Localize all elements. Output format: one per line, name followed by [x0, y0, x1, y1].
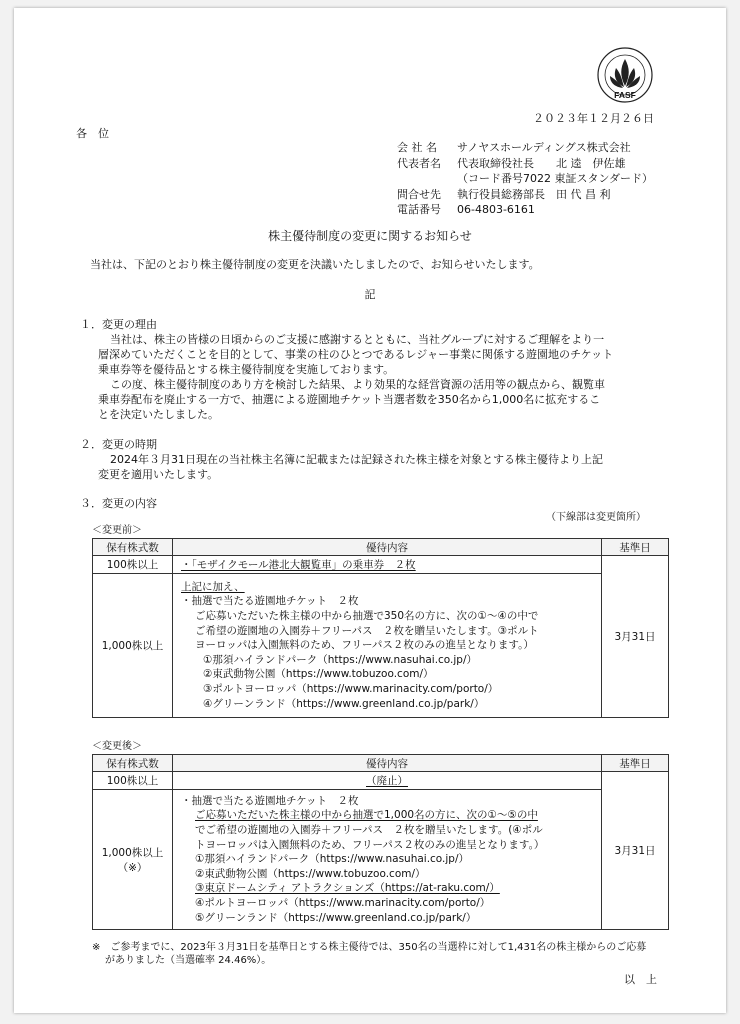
- section-timing: [80, 437, 603, 482]
- section1-heading: １．変更の理由: [80, 318, 157, 331]
- section2-l2: 変更を適用いたします。: [98, 468, 219, 481]
- document-page: [14, 8, 726, 1013]
- col-date-after: 基準日: [602, 755, 669, 772]
- before-line-5: ①那須ハイランドパーク（https://www.nasuhai.co.jp/）: [203, 653, 478, 666]
- company-name-label: 会 社 名: [397, 141, 437, 154]
- before-line-8: ④グリーンランド（https://www.greenland.co.jp/park/）: [203, 697, 485, 710]
- after-line-4: ①那須ハイランドパーク（https://www.nasuhai.co.jp/）: [195, 853, 470, 866]
- stock-code: （コード番号7022 東証スタンダード）: [457, 172, 654, 185]
- document-date: ２０２３年１２月２６日: [533, 112, 654, 125]
- before-row1-content: [173, 556, 602, 574]
- company-name: サノヤスホールディングス株式会社: [457, 141, 631, 154]
- footnote: [92, 941, 646, 967]
- before-row1-shares: 100株以上: [93, 556, 173, 574]
- section1-p2-l2: 乗車券配布を廃止する一方で、抽選による遊園地チケット当選者数を350名から1,000名に拡充するこ: [98, 393, 601, 406]
- footnote-l2: がありました（当選確率 24.46%）。: [105, 955, 272, 966]
- section-reason: [80, 317, 613, 422]
- col-shares-after: 保有株式数: [93, 755, 173, 772]
- before-line-2: ご応募いただいた株主様の中から抽選で350名の方に、次の①～④の中で: [195, 610, 539, 623]
- after-row1-content-text: （廃止）: [366, 775, 408, 787]
- after-line-3: トヨーロッパは入園無料のため、フリーパス２枚のみの進呈となります。）: [195, 838, 545, 851]
- section1-p2-l1: この度、株主優待制度のあり方を検討した結果、より効果的な経営資源の活用等の観点から、観覧車: [110, 378, 605, 391]
- section2-heading: ２．変更の時期: [80, 438, 157, 451]
- before-label: ＜変更前＞: [92, 525, 142, 536]
- intro-text: 当社は、下記のとおり株主優待制度の変更を決議いたしましたので、お知らせいたします。: [90, 258, 540, 271]
- col-date: 基準日: [602, 539, 669, 556]
- underline-note: （下線部は変更箇所）: [546, 512, 646, 523]
- section2-l1: 2024年３月31日現在の当社株主名簿に記載または記録された株主様を対象とする株主優待より上記: [110, 453, 603, 466]
- before-row2-shares: 1,000株以上: [93, 574, 173, 718]
- after-line-5: ②東武動物公園（https://www.tobuzoo.com/）: [195, 867, 426, 880]
- before-row1-content-text: ・「モザイクモール港北大観覧車」の乗車券 ２枚: [181, 559, 416, 571]
- col-content-after: 優待内容: [173, 755, 602, 772]
- after-line-8: ⑤グリーンランド（https://www.greenland.co.jp/park/）: [195, 911, 477, 924]
- after-row1-content: [173, 772, 602, 790]
- before-row2-content: [173, 574, 602, 718]
- after-table: [92, 754, 669, 930]
- col-content: 優待内容: [173, 539, 602, 556]
- representative: 代表取締役社長 北 逵 伊佐雄: [457, 156, 626, 170]
- before-line-3: ご希望の遊園地の入園券＋フリーパス ２枚を贈呈いたします。③ポルト: [195, 624, 539, 637]
- fasf-logo: [596, 46, 654, 112]
- after-row2-shares-text: 1,000株以上: [101, 846, 164, 859]
- section3-heading: ３．変更の内容: [80, 497, 157, 510]
- after-row2-content: [173, 790, 602, 930]
- before-line-7: ③ポルトヨーロッパ（https://www.marinacity.com/porto/）: [203, 682, 499, 695]
- before-table: [92, 538, 669, 718]
- before-line-6: ②東武動物公園（https://www.tobuzoo.com/）: [203, 668, 434, 681]
- section1-p2-l3: とを決定いたしました。: [98, 408, 219, 421]
- section1-p1-l3: 乗車券等を優待品とする株主優待制度を実施しております。: [98, 363, 395, 376]
- before-date: 3月31日: [602, 556, 669, 718]
- after-row1-shares: 100株以上: [93, 772, 173, 790]
- section1-p1-l1: 当社は、株主の皆様の日頃からのご支援に感謝するとともに、当社グループに対するご理解をより一: [110, 333, 605, 346]
- after-line-7: ④ポルトヨーロッパ（https://www.marinacity.com/porto/）: [195, 896, 491, 909]
- representative-label: 代表者名: [397, 156, 441, 170]
- after-date: 3月31日: [602, 772, 669, 930]
- footnote-l1: ※ ご参考までに、2023年３月31日を基準日とする株主優待では、350名の当選枠に対して1,431名の株主様からのご応募: [92, 942, 647, 953]
- after-line-0: ・抽選で当たる遊園地チケット ２枚: [181, 794, 359, 807]
- ki-mark: 記: [364, 288, 376, 301]
- contact-person: 執行役員総務部長 田 代 昌 利: [457, 187, 611, 201]
- phone-number: 06-4803-6161: [457, 203, 535, 216]
- after-line-1: ご応募いただいた株主様の中から抽選で1,000名の方に、次の①～⑤の中: [195, 809, 538, 822]
- phone-label: 電話番号: [397, 203, 441, 216]
- section1-p1-l2: 層深めていただくことを目的として、事業の柱のひとつであるレジャー事業に関係する遊園地のチケット: [98, 348, 614, 361]
- logo-text: FASF: [614, 90, 636, 100]
- after-row2-shares: [93, 790, 173, 930]
- closing-mark: 以 上: [624, 973, 657, 986]
- contact-label: 問合せ先: [397, 187, 441, 201]
- after-line-2: でご希望の遊園地の入園券＋フリーパス ２枚を贈呈いたします。(④ポル: [195, 824, 543, 837]
- col-shares: 保有株式数: [93, 539, 173, 556]
- after-label: ＜変更後＞: [92, 741, 142, 752]
- addressee: 各 位: [76, 127, 109, 140]
- before-line-1: ・抽選で当たる遊園地チケット ２枚: [181, 595, 359, 608]
- document-title: 株主優待制度の変更に関するお知らせ: [268, 229, 472, 243]
- after-row2-note: （※）: [117, 861, 148, 874]
- after-line-6: ③東京ドームシティ アトラクションズ（https://at-raku.com/）: [195, 882, 500, 895]
- before-line-0: 上記に加え、: [181, 580, 245, 593]
- before-line-4: ヨーロッパは入園無料のため、フリーパス２枚のみの進呈となります。）: [195, 639, 534, 652]
- company-info: [397, 140, 653, 218]
